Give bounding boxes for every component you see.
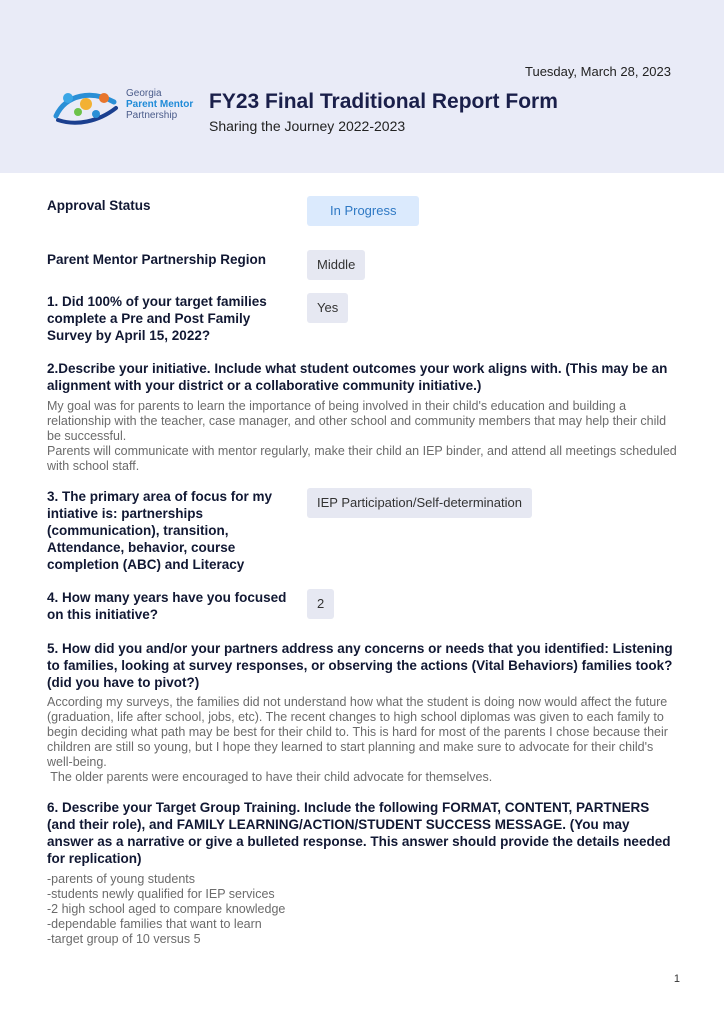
q1-value: Yes (307, 293, 348, 323)
logo-mark-icon (52, 86, 122, 130)
q6-answer-line: -2 high school aged to compare knowledge (47, 902, 286, 916)
q6-label: 6. Describe your Target Group Training. Include the following FORMAT, CONTENT, PARTNERS (and their role), and FAMILY LEARNING/ACTION/STUDENT SUCCESS MESSAGE. (You may answer as a narrative or give a bulleted response. This answer should provide the details needed for replication) (47, 800, 671, 866)
q4-value: 2 (307, 589, 334, 619)
region-label: Parent Mentor Partnership Region (47, 252, 267, 267)
q6-answer-line: -target group of 10 versus 5 (47, 932, 201, 946)
q2-answer-paragraph: Parents will communicate with mentor regularly, make their child an IEP binder, and attend all meetings scheduled with school staff. (47, 444, 677, 473)
logo-line-3: Partnership (126, 110, 178, 121)
logo-line-1: Georgia (126, 88, 162, 99)
page-subtitle: Sharing the Journey 2022-2023 (209, 118, 406, 134)
q2-label: 2.Describe your initiative. Include what student outcomes your work aligns with. (This may be an alignment with your district or a collaborative community initiative.) (47, 361, 668, 393)
q6-answer (47, 872, 677, 947)
region-value: Middle (307, 250, 365, 280)
q5-answer-paragraph: The older parents were encouraged to have their child advocate for themselves. (47, 770, 493, 784)
q5-answer (47, 695, 677, 785)
q2-answer (47, 399, 677, 474)
q3-label: 3. The primary area of focus for my intiative is: partnerships (communication), transition, Attendance, behavior, course completion (ABC) and Literacy (47, 489, 273, 572)
page-number: 1 (673, 973, 680, 985)
q6-answer-line: -students newly qualified for IEP services (47, 887, 275, 901)
q4-label: 4. How many years have you focused on this initiative? (47, 590, 287, 622)
approval-status-badge: In Progress (307, 196, 419, 226)
q6-answer-line: -parents of young students (47, 872, 196, 886)
logo-line-2: Parent Mentor (126, 99, 194, 110)
report-date: Tuesday, March 28, 2023 (525, 64, 671, 79)
logo (52, 86, 202, 130)
q6-answer-line: -dependable families that want to learn (47, 917, 262, 931)
q5-answer-paragraph: According my surveys, the families did not understand how what the student is doing now would affect the future (graduation, life after school, jobs, etc). The recent changes to high school diplomas was given to each family to begin deciding what path may be best for their child to. This is hard for most of the parents I chose because their children are still so young, but I hope they learned to start planning and make sure to advocate for their child's well-being. (47, 695, 668, 769)
q1-label: 1. Did 100% of your target families complete a Pre and Post Family Survey by April 15, 2022? (47, 294, 267, 343)
q3-value: IEP Participation/Self-determination (307, 488, 532, 518)
q2-answer-paragraph: My goal was for parents to learn the importance of being involved in their child's education and building a relationship with the teacher, case manager, and other school and community members that may help their child be successful. (47, 399, 667, 443)
page-title: FY23 Final Traditional Report Form (209, 90, 558, 113)
approval-status-label: Approval Status (47, 198, 151, 213)
q5-label: 5. How did you and/or your partners address any concerns or needs that you identified: Listening to families, looking at survey responses, or observing the actions (Vital Behaviors) families took? (did you have to pivot?) (47, 641, 673, 690)
